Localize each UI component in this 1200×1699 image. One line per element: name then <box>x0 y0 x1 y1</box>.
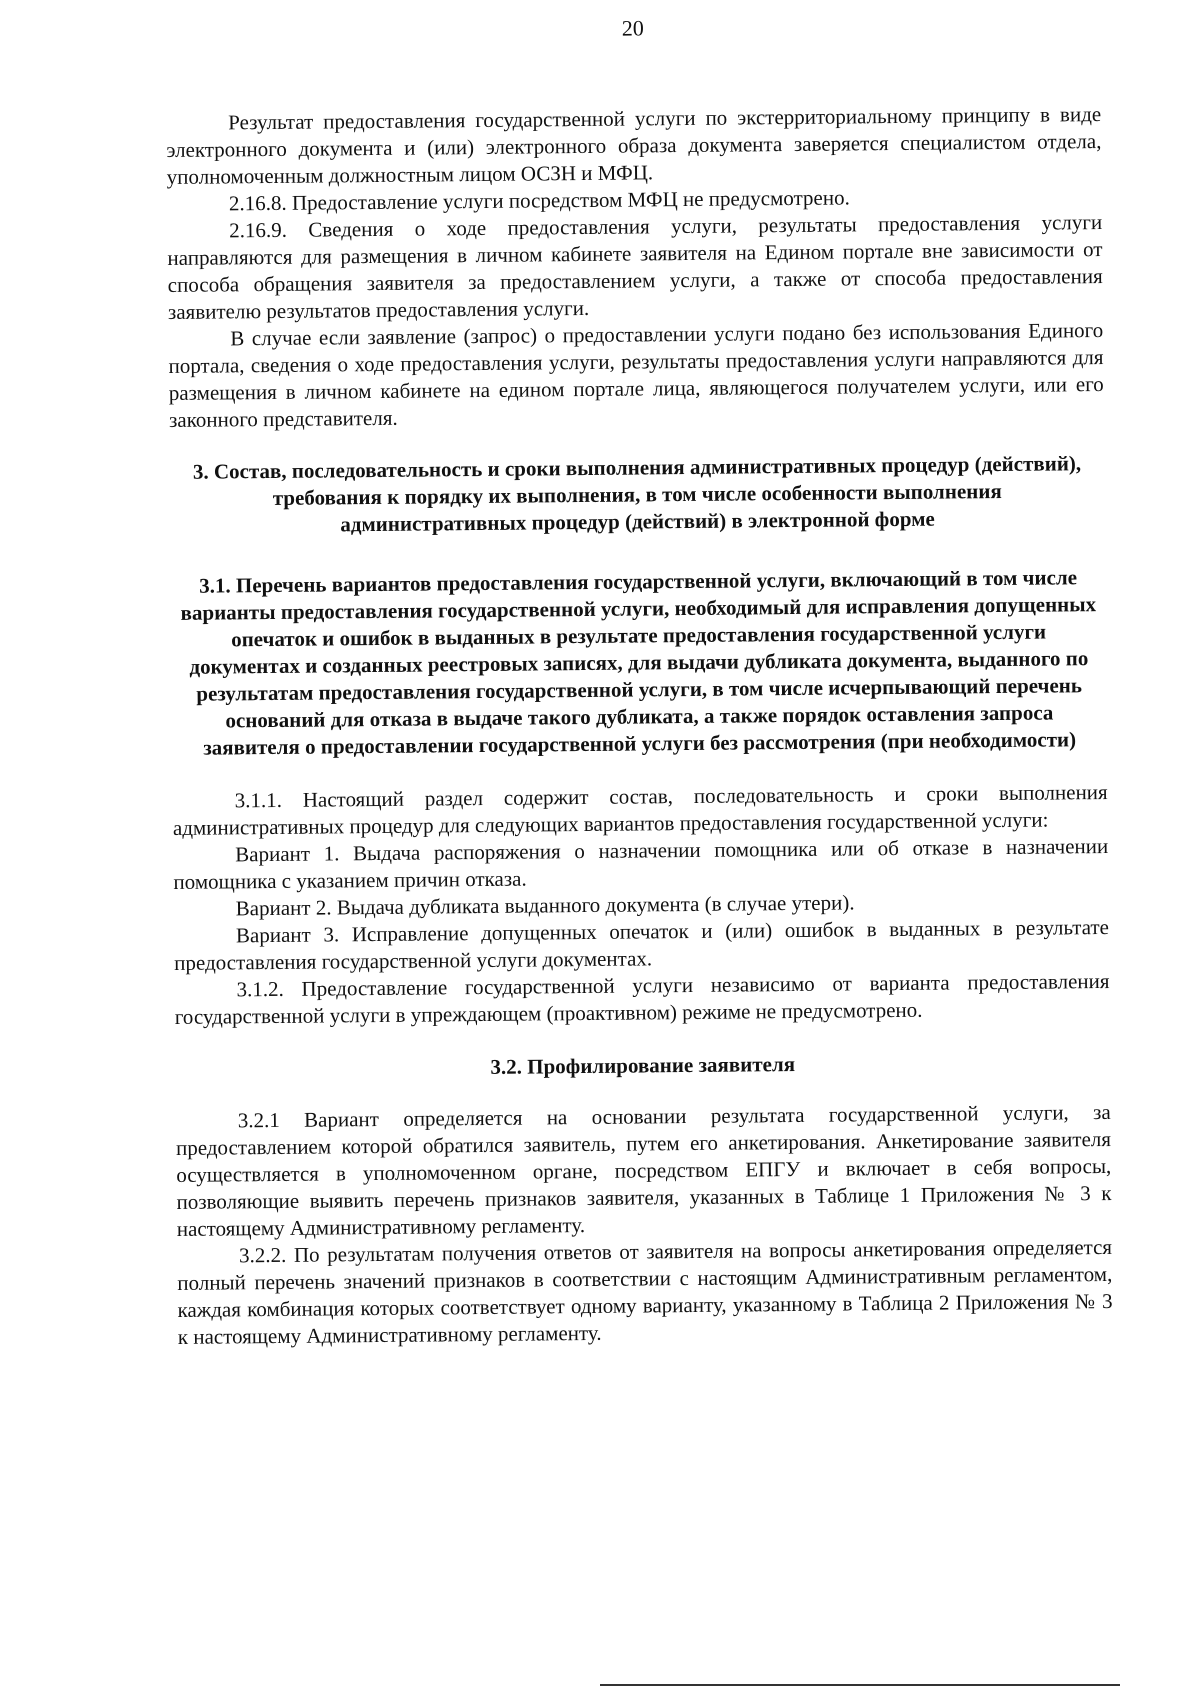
paragraph-result-extraterritorial: Результат предоставления государственной услуги по экстерриториальному принципу в виде электронного документа и (или) электронного образа документа заверяется специалистом отдела, уполномоченным должностным лицом ОСЗН и МФЦ. <box>166 102 1102 189</box>
footer-rule <box>600 1684 1120 1686</box>
section-3-1-heading: 3.1. Перечень вариантов предоставления государственной услуги, включающий в том числе варианты предоставления государственной услуги, необходимый для исправления допущенных опечаток и ошибок в выданных в результате предоставления государственной услуги документах и созданных реестровых записях, для выдачи дубликата документа, выданного по результатам предоставления государственной услуги, в том числе исчерпывающий перечень оснований для отказа в выдаче такого дубликата, а также порядок оставления запроса заявителя о предоставлении государственной услуги без рассмотрения (при необходимости) <box>180 565 1097 760</box>
paragraph-2-16-9: 2.16.9. Сведения о ходе предоставления услуги, результаты предоставления услуги направляются для размещения в личном кабинете заявителя на Едином портале вне зависимости от способа обращения заявителя за предоставлением услуги, а также от способа предоставления заявителю результатов предоставления услуги. <box>167 210 1103 324</box>
paragraph-3-2-2: 3.2.2. По результатам получения ответов от заявителя на вопросы анкетирования определяется полный перечень значений признаков в соответствии с настоящим Административным регламентом, каждая комбинация которых соответствует одному варианту, указанному в Таблица 2 Приложения № 3 к настоящему Административному регламенту. <box>177 1234 1113 1349</box>
paragraph-variant-2: Вариант 2. Выдача дубликата выданного документа (в случае утери). <box>235 890 855 921</box>
paragraph-variant-3: Вариант 3. Исправление допущенных опечаток и (или) ошибок в выданных в результате предоставления государственной услуги документах. <box>174 914 1110 975</box>
section-3-heading: 3. Состав, последовательность и сроки выполнения административных процедур (действий), требования к порядку их выполнения, в том числе особенности выполнения административных процедур (действий) в электронной форме <box>192 451 1082 537</box>
page-number: 20 <box>621 15 644 41</box>
paragraph-3-2-1: 3.2.1 Вариант определяется на основании результата государственной услуги, за предоставлением которой обратился заявитель, путем его анкетирования. Анкетирование заявителя осуществляется в уполномоченном органе, посредством ЕПГУ и включает в себя вопросы, позволяющие выявить перечень признаков заявителя, указанных в Таблице 1 Приложения № 3 к настоящему Административному регламенту. <box>175 1099 1112 1241</box>
paragraph-without-portal: В случае если заявление (запрос) о предоставлении услуги подано без использования Единого портала, сведения о ходе предоставления услуги, результаты предоставления услуги направляются для размещения в личном кабинете на едином портале лица, являющегося получателем услуги, или его законного представителя. <box>168 318 1104 432</box>
document-body <box>166 101 1113 1351</box>
paragraph-2-16-8: 2.16.8. Предоставление услуги посредством МФЦ не предусмотрено. <box>228 185 850 216</box>
paragraph-variant-1: Вариант 1. Выдача распоряжения о назначении помощника или об отказе в назначении помощника с указанием причин отказа. <box>173 833 1109 894</box>
paragraph-3-1-1: 3.1.1. Настоящий раздел содержит состав, последовательность и сроки выполнения административных процедур для следующих вариантов предоставления государственной услуги: <box>172 779 1108 840</box>
section-3-2-heading: 3.2. Профилирование заявителя <box>490 1052 796 1079</box>
paragraph-3-1-2: 3.1.2. Предоставление государственной услуги независимо от варианта предоставления государственной услуги в упреждающем (проактивном) режиме не предусмотрено. <box>174 968 1110 1029</box>
